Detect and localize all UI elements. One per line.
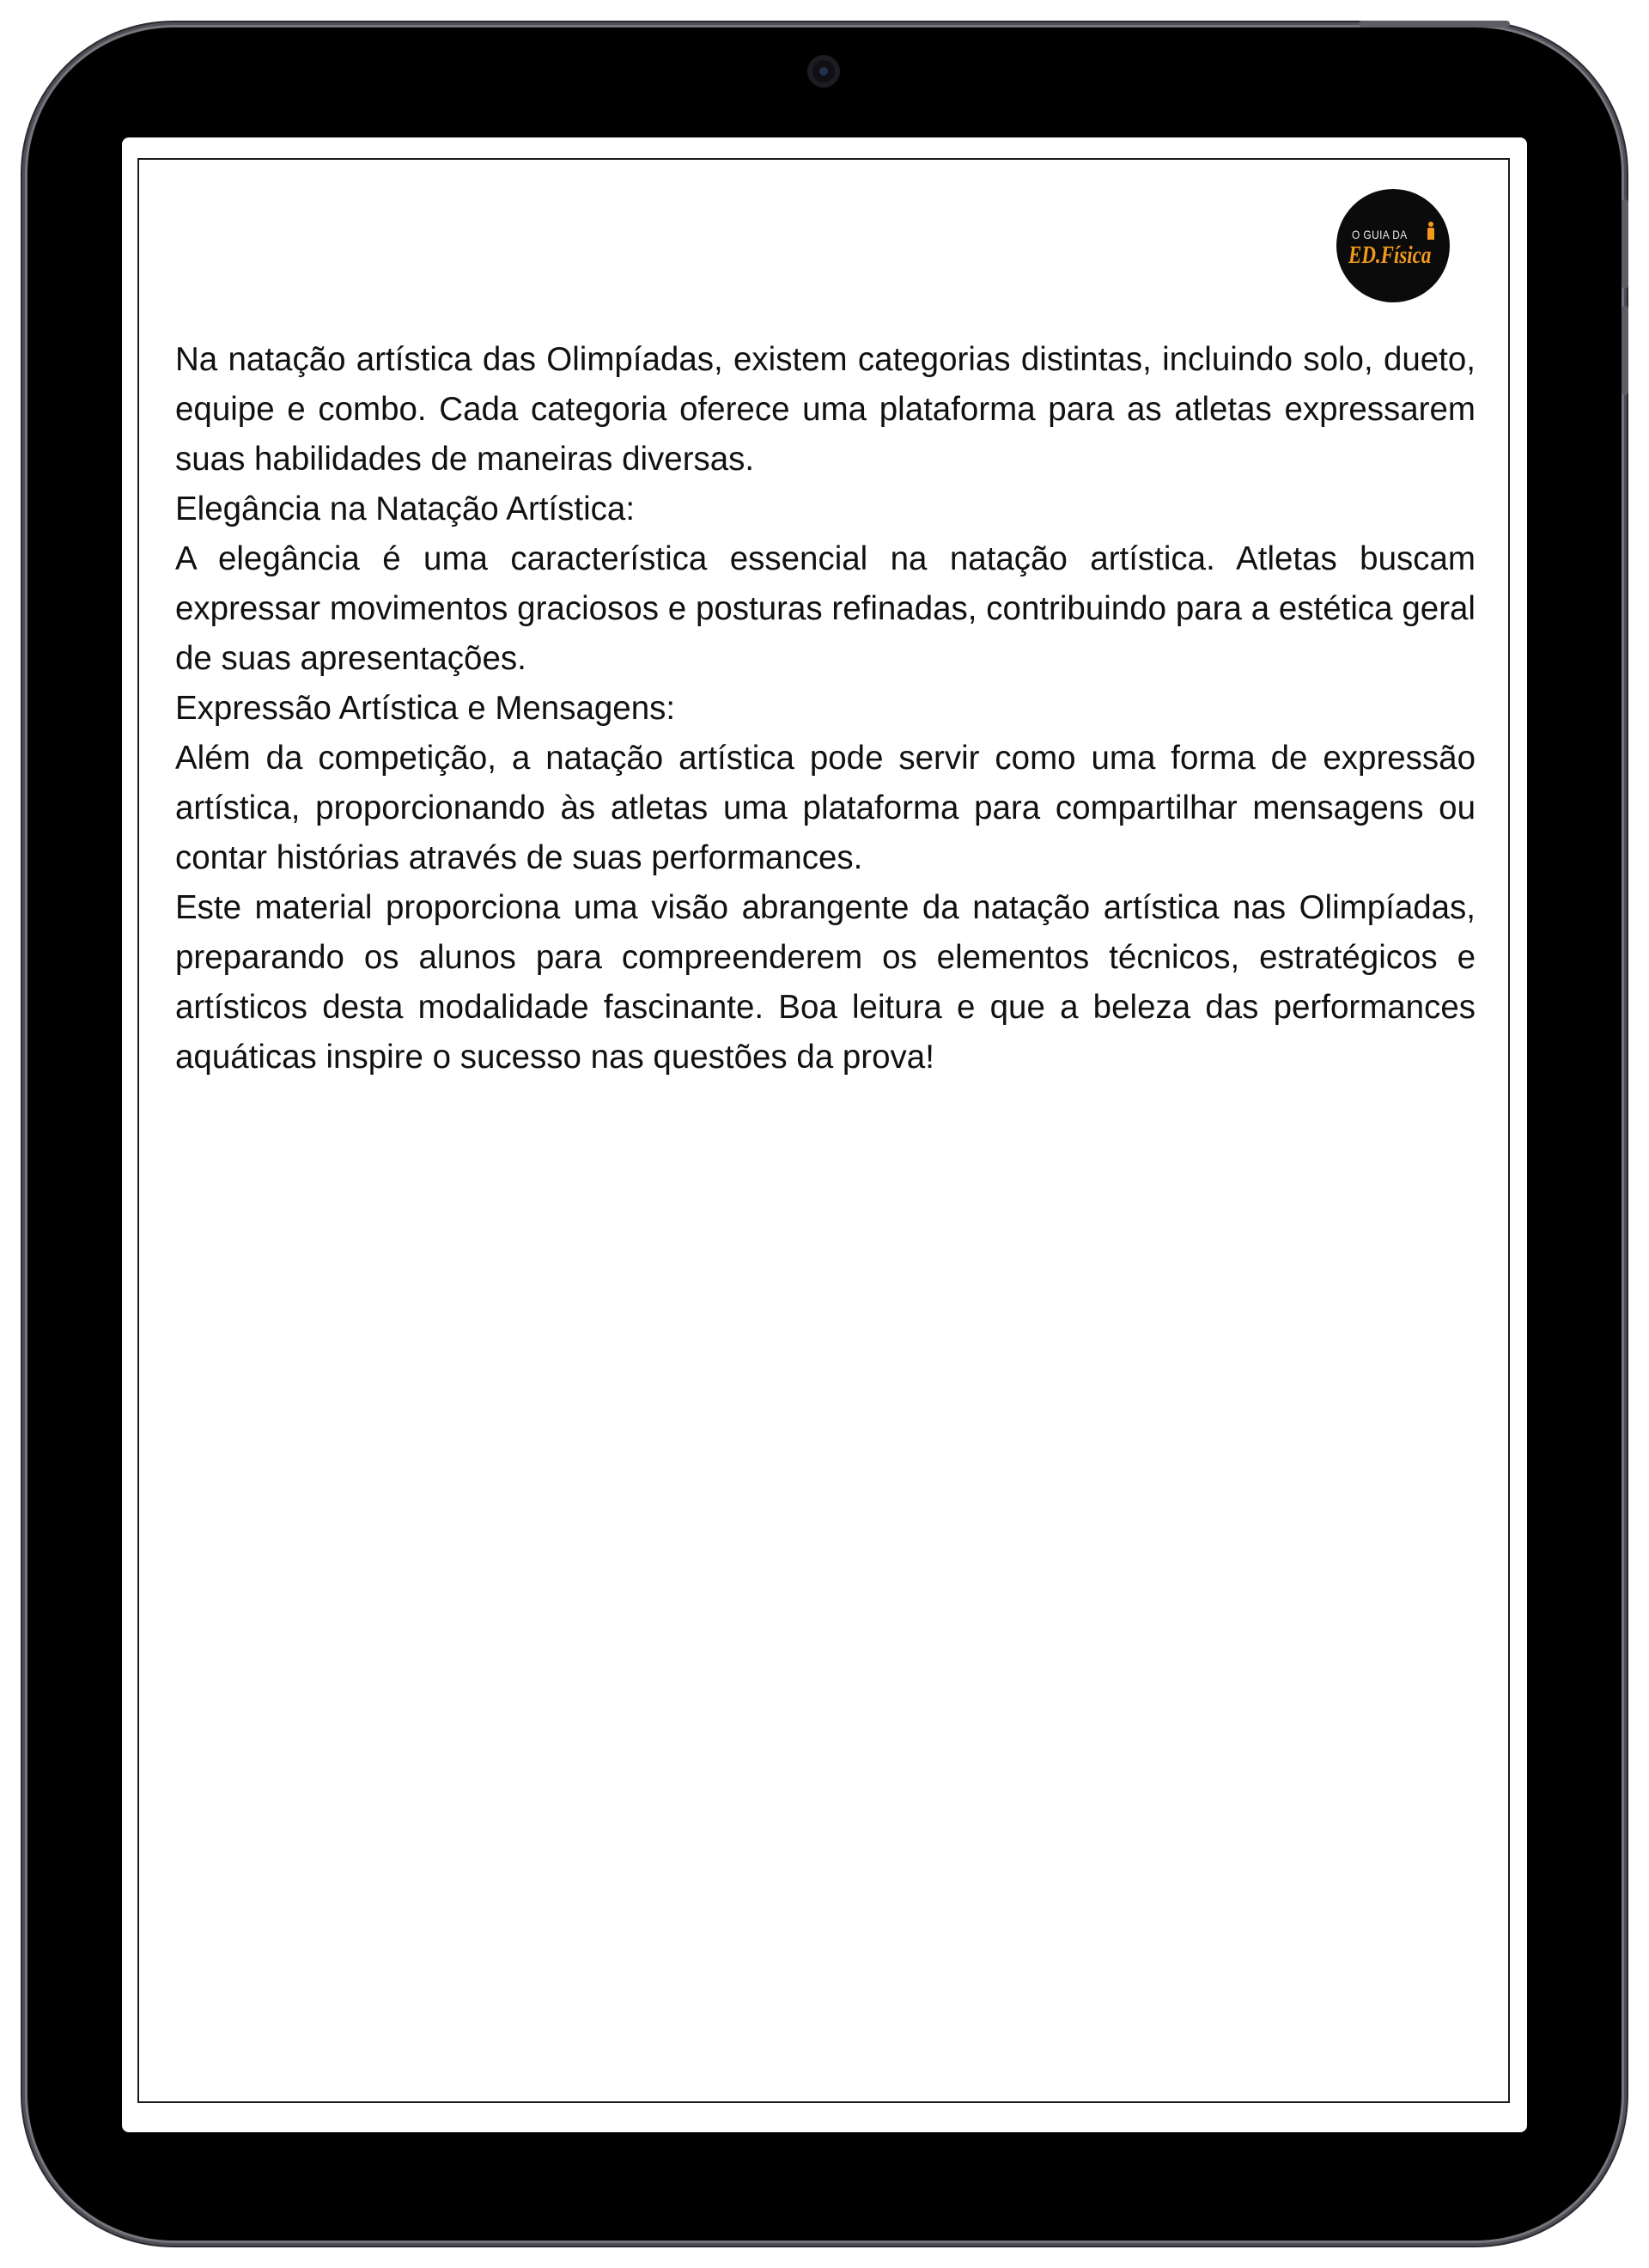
athlete-figure-icon (1426, 222, 1436, 241)
front-camera (807, 55, 840, 88)
paragraph-expression: Além da competição, a natação artística pode servir como uma forma de expressão artística, proporcionando às atletas uma plataforma para compartilhar mensagens ou contar histórias através de suas performances. (175, 740, 1476, 876)
logo-top-text: O GUIA DA (1352, 228, 1408, 241)
tablet-screen (122, 137, 1527, 2132)
heading-expression: Expressão Artística e Mensagens: (175, 690, 676, 727)
paragraph-conclusion: Este material proporciona uma visão abrangente da natação artística nas Olimpíadas, preparando os alunos para compreenderem os elementos técnicos, estratégicos e artísticos desta modalidade fascinante. Boa leitura e que a beleza das performances aquáticas inspire o sucesso nas questões da prova! (175, 889, 1476, 1076)
heading-elegance: Elegância na Natação Artística: (175, 491, 636, 527)
paragraph-elegance: A elegância é uma característica essencial na natação artística. Atletas buscam expressar movimentos graciosos e posturas refinadas, contribuindo para a estética geral de suas apresentações. (175, 540, 1476, 677)
power-button (1359, 21, 1510, 27)
document-body (175, 335, 1476, 1082)
volume-up-button (1622, 199, 1628, 289)
logo-main-text: ED.Física (1348, 242, 1432, 269)
brand-logo (1336, 189, 1450, 302)
volume-down-button (1622, 306, 1628, 395)
paragraph-intro: Na natação artística das Olimpíadas, existem categorias distintas, incluindo solo, dueto, equipe e combo. Cada categoria oferece uma plataforma para as atletas expressarem suas habilidades de maneiras diversas. (175, 341, 1476, 478)
